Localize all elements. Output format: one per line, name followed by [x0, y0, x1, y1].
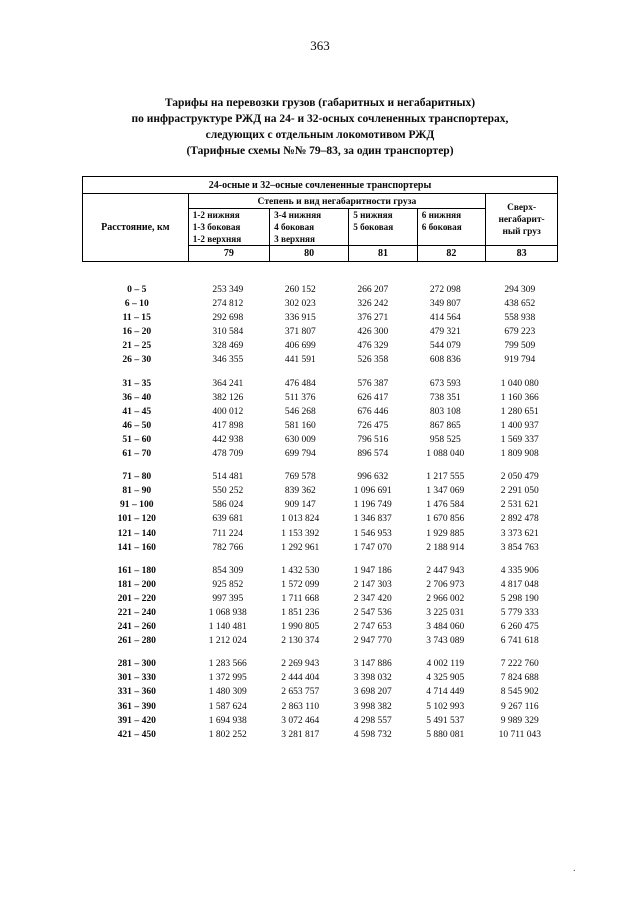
row-value-5: 294 309 — [504, 285, 536, 295]
row-value-3: 2 947 770 — [353, 636, 392, 647]
row-value-5: 799 509 — [504, 341, 536, 352]
header-group-2 — [270, 209, 349, 246]
table-row — [82, 657, 558, 671]
row-value-2: 839 362 — [284, 486, 316, 497]
row-value-2: 511 376 — [285, 392, 316, 403]
group-4-line-2: 6 боковая — [421, 222, 462, 232]
row-value-4: 867 865 — [429, 420, 461, 431]
row-value-3: 1 096 691 — [353, 486, 392, 497]
scheme-number-80: 80 — [270, 246, 349, 262]
row-value-2: 909 147 — [284, 500, 316, 511]
table-row — [82, 578, 558, 592]
row-distance: 121 – 140 — [117, 527, 156, 539]
group-2-line-1: 3-4 нижняя — [274, 210, 322, 220]
title-line-1: Тарифы на перевозки грузов (габаритных и негабаритных) — [164, 97, 476, 109]
row-value-5: 2 050 479 — [500, 472, 539, 483]
row-value-3: 2 547 536 — [353, 607, 392, 618]
row-value-5 — [482, 368, 558, 377]
row-value-4 — [409, 368, 482, 377]
row-value-2: 699 794 — [284, 449, 316, 460]
row-value-5: 2 531 621 — [500, 500, 539, 511]
row-value-5: 1 160 366 — [500, 392, 539, 403]
table-row — [82, 325, 558, 339]
row-value-5: 4 335 906 — [500, 565, 539, 576]
row-value-1: 328 469 — [212, 341, 244, 352]
row-distance — [82, 461, 192, 470]
header-group-3 — [349, 209, 417, 246]
row-value-1: 550 252 — [212, 486, 244, 497]
row-distance: 61 – 70 — [122, 448, 152, 460]
row-value-4: 2 966 002 — [426, 593, 465, 604]
row-value-5: 4 817 048 — [500, 579, 539, 590]
row-value-2: 302 023 — [284, 299, 316, 310]
oversize-line-1: Сверх- — [507, 202, 537, 213]
table-row — [82, 498, 558, 512]
row-value-1: 782 766 — [212, 542, 244, 553]
table-row-spacer — [82, 648, 558, 657]
table-row — [82, 606, 558, 620]
table-row-spacer — [82, 555, 558, 564]
table-row — [82, 728, 558, 742]
row-value-5: 679 223 — [504, 327, 536, 338]
table-row-spacer — [82, 461, 558, 470]
table-header-second-span: Степень и вид негабаритности груза — [188, 194, 485, 209]
row-value-1: 442 938 — [212, 434, 244, 445]
row-distance: 71 – 80 — [122, 471, 152, 483]
row-value-2: 1 572 099 — [281, 579, 320, 590]
row-distance: 31 – 35 — [122, 377, 152, 389]
row-value-1: 1 212 024 — [208, 636, 247, 647]
table-row — [82, 620, 558, 634]
group-3-line-3 — [349, 233, 416, 245]
group-1-line-3: 1-2 верхняя — [192, 234, 242, 244]
row-distance: 91 – 100 — [119, 499, 154, 511]
row-value-4: 4 325 905 — [426, 673, 465, 684]
row-value-4: 1 670 856 — [426, 514, 465, 525]
row-value-2: 769 578 — [284, 472, 316, 483]
title-line-4: (Тарифные схемы №№ 79–83, за один транспортер) — [186, 145, 454, 157]
table-row — [82, 634, 558, 648]
row-value-3: 576 387 — [357, 378, 389, 389]
row-value-1: 854 309 — [212, 565, 244, 576]
row-distance: 26 – 30 — [122, 354, 152, 366]
row-value-1: 364 241 — [212, 378, 244, 389]
title-line-2: по инфраструктуре РЖД на 24- и 32-осных сочлененных транспортерах, — [131, 113, 509, 125]
row-value-3: 726 475 — [357, 420, 389, 431]
table-row — [82, 512, 558, 526]
row-value-4: 1 347 069 — [426, 486, 465, 497]
row-distance — [82, 648, 192, 657]
row-value-2: 630 009 — [284, 434, 316, 445]
row-value-1 — [192, 461, 265, 470]
row-value-3: 3 698 207 — [353, 687, 392, 698]
row-distance — [82, 368, 192, 377]
row-distance: 181 – 200 — [117, 578, 156, 590]
table-row — [82, 714, 558, 728]
row-value-5: 6 741 618 — [500, 636, 539, 647]
row-value-3: 476 329 — [357, 341, 389, 352]
row-value-3: 4 298 557 — [353, 715, 392, 726]
table-row — [82, 447, 558, 461]
page-number: 363 — [310, 38, 330, 53]
table-row — [82, 339, 558, 353]
document-title — [0, 95, 640, 159]
row-distance: 16 – 20 — [122, 326, 152, 338]
table-header-top-span: 24-осные и 32–осные сочлененные транспортеры — [83, 177, 558, 194]
row-distance: 0 – 5 — [127, 284, 147, 295]
group-3-line-2: 5 боковая — [353, 222, 394, 232]
row-distance: 36 – 40 — [122, 391, 152, 403]
row-value-4: 4 002 119 — [426, 659, 465, 670]
table-row-spacer — [82, 368, 558, 377]
scheme-number-82: 82 — [417, 246, 485, 262]
row-value-1: 639 681 — [212, 514, 244, 525]
row-value-1: 400 012 — [212, 406, 244, 417]
row-distance: 281 – 300 — [117, 658, 156, 670]
row-value-3 — [337, 461, 410, 470]
row-value-5: 1 280 651 — [500, 406, 539, 417]
row-value-4: 2 706 973 — [426, 579, 465, 590]
row-value-1 — [192, 555, 265, 564]
row-value-3 — [337, 555, 410, 564]
row-value-5: 7 824 688 — [500, 673, 539, 684]
row-value-5: 7 222 760 — [500, 659, 539, 670]
row-value-4: 608 836 — [429, 355, 461, 366]
row-value-1: 274 812 — [212, 299, 244, 310]
row-value-3: 2 747 653 — [353, 622, 392, 633]
row-value-3: 2 147 303 — [353, 579, 392, 590]
table-row — [82, 592, 558, 606]
table-row — [82, 671, 558, 685]
row-distance: 11 – 15 — [122, 312, 151, 324]
table-row — [82, 484, 558, 498]
row-distance: 101 – 120 — [117, 513, 156, 525]
row-value-5: 558 938 — [504, 313, 536, 324]
row-distance: 201 – 220 — [117, 592, 156, 604]
row-value-1: 586 024 — [212, 500, 244, 511]
row-value-4 — [409, 461, 482, 470]
row-value-2: 406 699 — [284, 341, 316, 352]
row-value-3: 626 417 — [357, 392, 389, 403]
row-value-1 — [192, 648, 265, 657]
row-value-4: 479 321 — [429, 327, 461, 338]
row-value-2: 2 444 404 — [281, 673, 320, 684]
row-value-2: 476 484 — [284, 378, 316, 389]
row-value-2: 1 851 236 — [281, 607, 320, 618]
row-value-1: 310 584 — [212, 327, 244, 338]
row-value-3: 796 516 — [357, 434, 389, 445]
row-distance: 161 – 180 — [117, 564, 156, 576]
table-row — [82, 377, 558, 391]
row-value-3: 3 998 382 — [353, 701, 392, 712]
row-distance: 6 – 10 — [124, 298, 149, 310]
group-4-line-3 — [418, 233, 485, 245]
row-value-4: 1 088 040 — [426, 449, 465, 460]
row-value-3: 1 346 837 — [353, 514, 392, 525]
row-value-3: 4 598 732 — [353, 729, 392, 740]
row-distance — [82, 555, 192, 564]
row-value-3: 526 358 — [357, 355, 389, 366]
row-value-3: 326 242 — [357, 299, 389, 310]
row-value-1: 1 283 566 — [208, 659, 247, 670]
row-value-3 — [337, 368, 410, 377]
row-distance: 46 – 50 — [122, 419, 152, 431]
row-value-5: 10 711 043 — [498, 729, 541, 740]
table-row — [82, 391, 558, 405]
tariff-table-header — [82, 176, 558, 262]
scheme-number-81: 81 — [349, 246, 417, 262]
row-value-4: 2 447 943 — [426, 565, 465, 576]
row-value-2: 260 152 — [284, 285, 316, 295]
row-value-1: 1 140 481 — [208, 622, 247, 633]
row-value-1: 382 126 — [212, 392, 244, 403]
table-row — [82, 700, 558, 714]
table-row — [82, 470, 558, 484]
row-value-1: 1 372 995 — [208, 673, 247, 684]
row-value-4 — [409, 555, 482, 564]
row-value-1: 417 898 — [212, 420, 244, 431]
row-value-5 — [482, 461, 558, 470]
row-value-1 — [192, 368, 265, 377]
row-value-3: 1 947 186 — [353, 565, 392, 576]
row-value-3 — [337, 648, 410, 657]
row-value-1: 1 480 309 — [208, 687, 247, 698]
row-value-3: 266 207 — [357, 285, 389, 295]
oversize-line-2: негабарит- — [498, 214, 545, 225]
row-value-1: 1 694 938 — [208, 715, 247, 726]
row-value-4: 3 484 060 — [426, 622, 465, 633]
table-row — [82, 283, 558, 297]
row-value-1: 997 395 — [212, 593, 244, 604]
table-row — [82, 311, 558, 325]
row-value-4: 349 807 — [429, 299, 461, 310]
oversize-line-3: ный груз — [502, 226, 541, 237]
row-value-3: 996 632 — [357, 472, 389, 483]
row-value-4: 738 351 — [429, 392, 461, 403]
row-value-1: 1 802 252 — [208, 729, 247, 740]
header-group-1 — [188, 209, 269, 246]
row-distance: 261 – 280 — [117, 635, 156, 647]
group-2-line-3: 3 верхняя — [274, 234, 315, 244]
row-value-4: 958 525 — [429, 434, 461, 445]
row-distance: 81 – 90 — [122, 485, 152, 497]
row-value-4: 2 188 914 — [426, 542, 465, 553]
group-1-line-1: 1-2 нижняя — [192, 210, 240, 220]
table-row — [82, 527, 558, 541]
group-3-line-1: 5 нижняя — [353, 210, 393, 220]
row-value-4: 3 743 089 — [426, 636, 465, 647]
row-value-2: 1 153 392 — [281, 528, 320, 539]
row-value-2: 3 072 464 — [281, 715, 320, 726]
table-row — [82, 433, 558, 447]
row-distance: 41 – 45 — [122, 405, 152, 417]
row-value-1: 1 068 938 — [208, 607, 247, 618]
row-value-2: 371 807 — [284, 327, 316, 338]
row-value-1: 253 349 — [212, 285, 244, 295]
row-value-5: 1 040 080 — [500, 378, 539, 389]
row-value-3: 896 574 — [357, 449, 389, 460]
row-value-5 — [482, 648, 558, 657]
row-value-4: 1 929 885 — [426, 528, 465, 539]
row-value-5: 9 267 116 — [500, 701, 539, 712]
row-value-5: 1 400 937 — [500, 420, 539, 431]
row-value-2: 441 591 — [284, 355, 316, 366]
row-distance: 221 – 240 — [117, 606, 156, 618]
row-value-2: 1 013 824 — [281, 514, 320, 525]
table-row — [82, 541, 558, 555]
row-distance: 21 – 25 — [122, 340, 152, 352]
row-distance: 421 – 450 — [117, 728, 156, 740]
row-value-2: 1 432 530 — [281, 565, 320, 576]
row-value-3: 676 446 — [357, 406, 389, 417]
row-distance: 141 – 160 — [117, 541, 156, 553]
row-value-4: 414 564 — [429, 313, 461, 324]
row-value-3: 376 271 — [357, 313, 389, 324]
row-distance: 301 – 330 — [117, 672, 156, 684]
row-value-3: 1 196 749 — [353, 500, 392, 511]
scheme-number-79: 79 — [188, 246, 269, 262]
row-value-1: 1 587 624 — [208, 701, 247, 712]
table-header-oversize — [486, 194, 558, 246]
row-value-2: 546 268 — [284, 406, 316, 417]
table-row — [82, 353, 558, 367]
row-value-2 — [264, 461, 337, 470]
row-distance: 361 – 390 — [117, 700, 156, 712]
row-value-2 — [264, 555, 337, 564]
row-value-5: 919 794 — [504, 355, 536, 366]
row-value-2: 3 281 817 — [281, 729, 320, 740]
row-distance: 331 – 360 — [117, 686, 156, 698]
row-value-4: 5 102 993 — [426, 701, 465, 712]
row-value-4: 1 476 584 — [426, 500, 465, 511]
row-value-4: 3 225 031 — [426, 607, 465, 618]
table-row — [82, 419, 558, 433]
row-value-4: 4 714 449 — [426, 687, 465, 698]
row-value-3: 1 546 953 — [353, 528, 392, 539]
row-value-4: 803 108 — [429, 406, 461, 417]
row-value-5: 1 569 337 — [500, 434, 539, 445]
row-value-3: 2 347 420 — [353, 593, 392, 604]
row-value-2: 336 915 — [284, 313, 316, 324]
row-value-4: 1 217 555 — [426, 472, 465, 483]
row-value-5: 438 652 — [504, 299, 536, 310]
row-value-5: 8 545 902 — [500, 687, 539, 698]
row-value-3: 3 398 032 — [353, 673, 392, 684]
row-distance: 51 – 60 — [122, 433, 152, 445]
row-value-5: 1 809 908 — [500, 449, 539, 460]
table-row — [82, 564, 558, 578]
row-value-4: 544 079 — [429, 341, 461, 352]
table-row — [82, 685, 558, 699]
row-value-1: 514 481 — [212, 472, 244, 483]
row-value-5: 3 373 621 — [500, 528, 539, 539]
footer-mark: · — [572, 866, 576, 877]
row-value-5: 2 892 478 — [500, 514, 539, 525]
row-value-2: 2 863 110 — [281, 701, 320, 712]
row-value-1: 478 709 — [212, 449, 244, 460]
row-value-4: 5 880 081 — [426, 729, 465, 740]
row-value-2: 1 292 961 — [281, 542, 320, 553]
row-value-5: 2 291 050 — [500, 486, 539, 497]
table-header-distance: Расстояние, км — [83, 194, 189, 262]
table-row — [82, 297, 558, 311]
table-row — [82, 405, 558, 419]
row-value-2: 581 160 — [284, 420, 316, 431]
row-value-2: 2 130 374 — [281, 636, 320, 647]
row-value-2: 2 653 757 — [281, 687, 320, 698]
title-line-3: следующих с отдельным локомотивом РЖД — [205, 129, 435, 141]
scheme-number-83: 83 — [486, 246, 558, 262]
row-value-4: 272 098 — [429, 285, 461, 295]
row-value-1: 925 852 — [212, 579, 244, 590]
row-distance: 241 – 260 — [117, 621, 156, 633]
group-1-line-2: 1-3 боковая — [192, 222, 241, 232]
row-value-3: 426 300 — [357, 327, 389, 338]
row-value-5: 5 298 190 — [500, 593, 539, 604]
row-value-4: 673 593 — [429, 378, 461, 389]
row-value-2 — [264, 368, 337, 377]
row-value-1: 292 698 — [212, 313, 244, 324]
row-value-2 — [264, 648, 337, 657]
row-value-1: 346 355 — [212, 355, 244, 366]
row-value-3: 1 747 070 — [353, 542, 392, 553]
row-value-5: 6 260 475 — [500, 622, 539, 633]
row-value-5: 5 779 333 — [500, 607, 539, 618]
row-value-4: 5 491 537 — [426, 715, 465, 726]
tariff-table-body — [82, 283, 558, 742]
row-value-2: 2 269 943 — [281, 659, 320, 670]
row-value-5 — [482, 555, 558, 564]
row-value-1: 711 224 — [212, 528, 244, 539]
row-value-5: 3 854 763 — [500, 542, 539, 553]
row-distance: 391 – 420 — [117, 714, 156, 726]
row-value-2: 1 990 805 — [281, 622, 320, 633]
header-group-4 — [417, 209, 485, 246]
group-2-line-2: 4 боковая — [274, 222, 315, 232]
row-value-5: 9 989 329 — [500, 715, 539, 726]
row-value-2: 1 711 668 — [281, 593, 320, 604]
group-4-line-1: 6 нижняя — [421, 210, 462, 220]
row-value-3: 3 147 886 — [353, 659, 392, 670]
row-value-4 — [409, 648, 482, 657]
